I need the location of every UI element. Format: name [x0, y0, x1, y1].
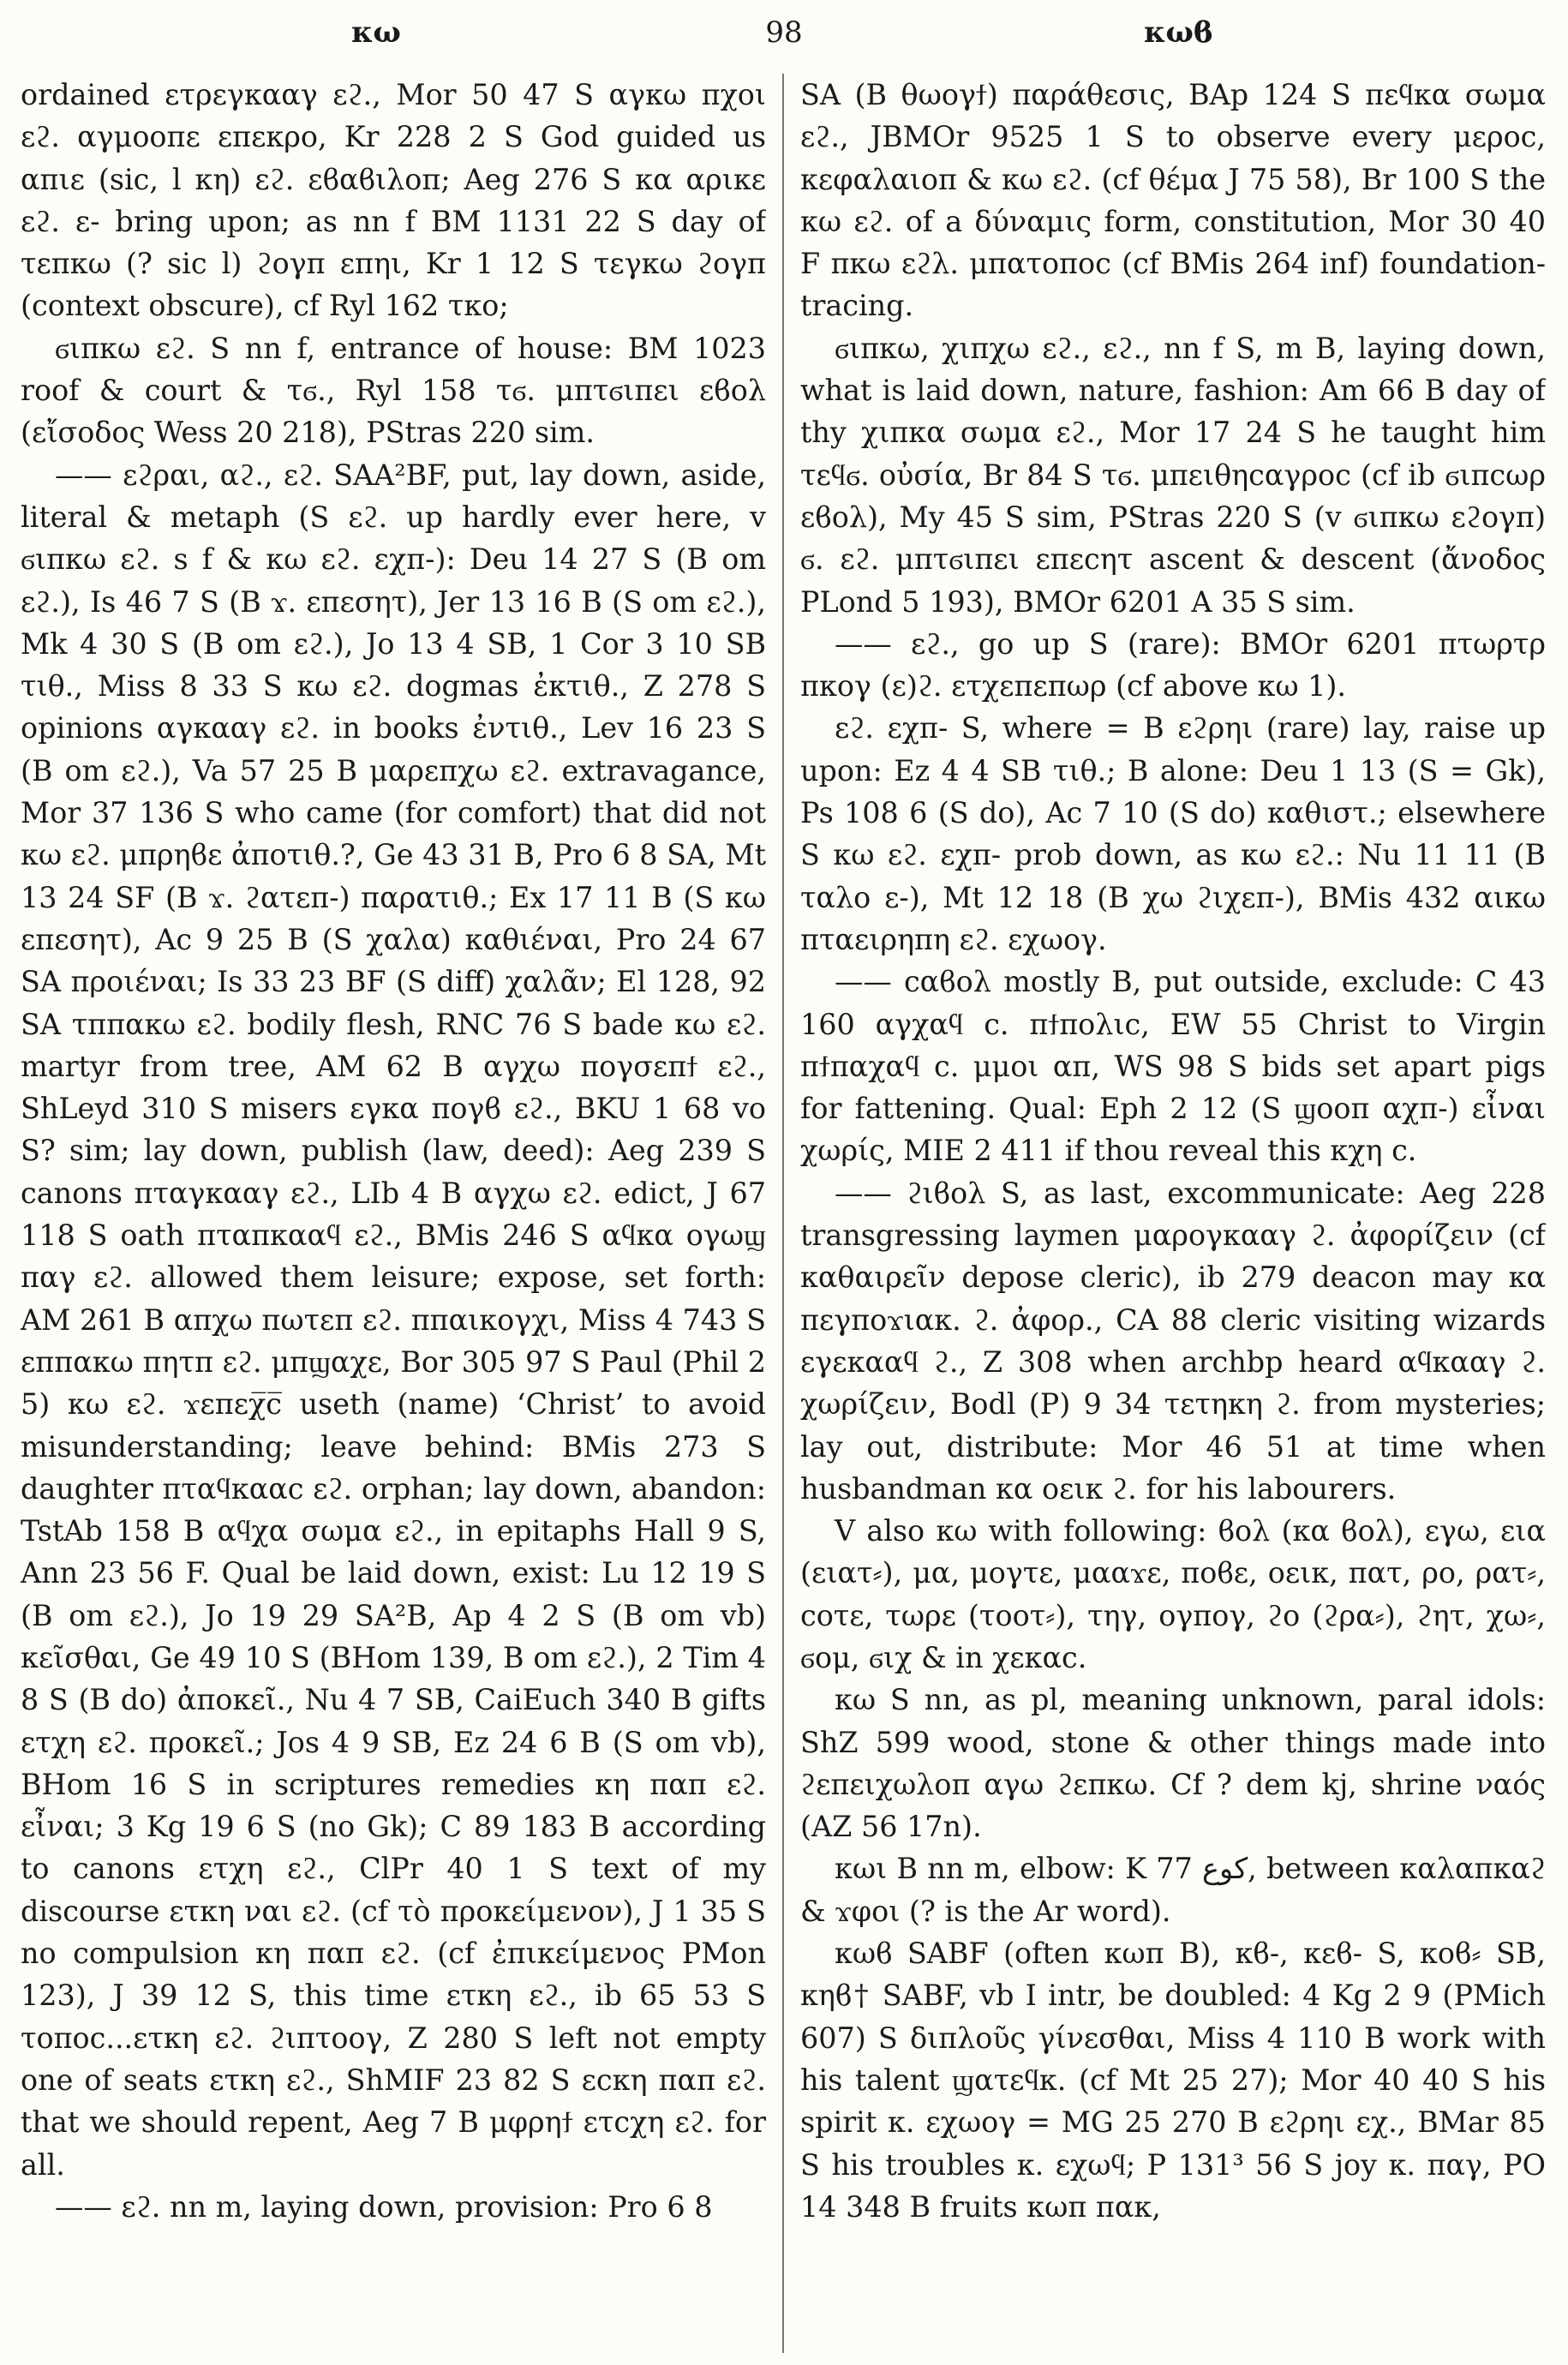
entry-paragraph: —— ϩιϐολ S, as last, excommunicate: Aeg 228 transgressing laymen μαρογκααγ ϩ. ἀφορίζειν (cf καθαιρεῖν depose cleric), ib 279 deacon may κα πεγποϫιακ. ϩ. ἀφορ., CA 88 cleric visiting wizards εγεκααϥ ϩ., Z 308 when archbp heard αϥκααγ ϩ. χωρίζειν, Bodl (P) 9 34 τετηκη ϩ. from mysteries; lay out, distribute: Mor 46 51 at time when husbandman κα οεικ ϩ. for his labourers.	[800, 1176, 1546, 1506]
page-header	[17, 12, 1551, 63]
entry-paragraph: κω S nn, as pl, meaning unknown, paral idols: ShZ 599 wood, stone & other things made into ϩεπειχωλοπ αγω ϩεπκω. Cf ? dem kj, shrine ναός (AZ 56 17n).	[800, 1683, 1546, 1844]
entry-paragraph: V also κω with following: ϐολ (κα ϐολ), εγω, εια (ειατ⸗), μα, μογτε, μααϫε, ποϐε, οεικ, πατ, ρο, ρατ⸗, ϲοτε, τωρε (τοοτ⸗), τηγ, ογπογ, ϩο (ϩρα⸗), ϩητ, χω⸗, ϭομ, ϭιχ & in χεκαϲ.	[800, 1514, 1546, 1674]
entry-paragraph: —— εϩραι, αϩ., εϩ. SAA²BF, put, lay down, aside, literal & metaph (S εϩ. up hardly ever here, v ϭιπκω εϩ. s f & κω εϩ. εχπ-): Deu 14 27 S (B om εϩ.), Is 46 7 S (B ϫ. επεσητ), Jer 13 16 B (S om εϩ.), Mk 4 30 S (B om εϩ.), Jo 13 4 SB, 1 Cor 3 10 SB τιθ., Miss 8 33 S κω εϩ. dogmas ἐκτιθ., Z 278 S opinions αγκααγ εϩ. in books ἐντιθ., Lev 16 23 S (B om εϩ.), Va 57 25 B μαρεπχω εϩ. extravagance, Mor 37 136 S who came (for comfort) that did not κω εϩ. μπρηϐε ἀποτιθ.?, Ge 43 31 B, Pro 6 8 SA, Mt 13 24 SF (B ϫ. ϩατεπ-) παρατιθ.; Ex 17 11 B (S κω επεσητ), Ac 9 25 B (S χαλα) καθιέναι, Pro 24 67 SA προιέναι; Is 33 23 BF (S diff) χαλᾶν; El 128, 92 SA τππακω εϩ. bodily flesh, RNC 76 S bade κω εϩ. martyr from tree, AM 62 B αγχω πογσεπϯ εϩ., ShLeyd 310 S misers εγκα πογϐ εϩ., BKU 1 68 vo S? sim; lay down, publish (law, deed): Aeg 239 S canons πταγκααγ εϩ., LIb 4 B αγχω εϩ. edict, J 67 118 S oath πταπκααϥ εϩ., BMis 246 S αϥκα ογωϣ παγ εϩ. allowed them leisure; expose, set forth: AM 261 B απχω πωτεπ εϩ. ππαικογχι, Miss 4 743 S εππακω πητπ εϩ. μπϣαχε, Bor 305 97 S Paul (Phil 2 5) κω εϩ. ϫεπεχ̅ϲ̅ useth (name) ‘Christ’ to avoid misunderstanding; leave behind: BMis 273 S daughter πταϥκααϲ εϩ. orphan; lay down, abandon: TstAb 158 B αϥχα σωμα εϩ., in epitaphs Hall 9 S, Ann 23 56 F. Qual be laid down, exist: Lu 12 19 S (B om εϩ.), Jo 19 29 SA²B, Ap 4 2 S (B om vb) κεῖσθαι, Ge 49 10 S (BHom 139, B om εϩ.), 2 Tim 4 8 S (B do) ἀποκεῖ., Nu 4 7 SB, CaiEuch 340 B gifts ετχη εϩ. προκεῖ.; Jos 4 9 SB, Ez 24 6 B (S om vb), BHom 16 S in scriptures remedies κη παπ εϩ. εἶναι; 3 Kg 19 6 S (no Gk); C 89 183 B according to canons ετχη εϩ., ClPr 40 1 S text of my discourse ετκη ναι εϩ. (cf τὸ προκείμενον), J 1 35 S no compulsion κη παπ εϩ. (cf ἐπικείμενος PMon 123), J 39 12 S, this time ετκη εϩ., ib 65 53 S τοποϲ...ετκη εϩ. ϩιπτοογ, Z 280 S left not empty one of seats ετκη εϩ., ShMIF 23 82 S εϲκη παπ εϩ. that we should repent, Aeg 7 B μφρηϯ ετϲχη εϩ. for all.	[21, 458, 766, 2182]
entry-paragraph: ϭιπκω εϩ. S nn f, entrance of house: BM 1023 roof & court & τϭ., Ryl 158 τϭ. μπτϭιπει εϐολ (εἴσοδος Wess 20 218), PStras 220 sim.	[21, 331, 766, 450]
right-headword: κωϐ	[1144, 15, 1213, 50]
entry-paragraph: κωϐ SABF (often κωπ B), κϐ-, κεϐ- S, κοϐ⸗ SB, κηϐ† SABF, vb I intr, be doubled: 4 Kg 2 9 (PMich 607) S διπλοῦς γίνεσθαι, Miss 4 110 B work with his talent ϣατεϥκ. (cf Mt 25 27); Mor 40 40 S his spirit κ. εχωογ = MG 25 270 B εϩρηι εχ., BMar 85 S his troubles κ. εχωϥ; P 131³ 56 S joy κ. παγ, PO 14 348 B fruits κωπ πακ,	[800, 1937, 1546, 2224]
right-column	[800, 74, 1546, 2353]
entry-paragraph: εϩ. εχπ- S, where = B εϩρηι (rare) lay, raise up upon: Ez 4 4 SB τιθ.; B alone: Deu 1 13 (S = Gk), Ps 108 6 (S do), Ac 7 10 (S do) καθιστ.; elsewhere S κω εϩ. εχπ- prob down, as κω εϩ.: Nu 11 11 (B ταλο ε-), Mt 12 18 (B χω ϩιχεπ-), BMis 432 αικω πταειρηπη εϩ. εχωογ.	[800, 711, 1546, 956]
entry-paragraph: —— εϩ. nn m, laying down, provision: Pro 6 8	[55, 2189, 713, 2224]
left-headword: κω	[351, 15, 401, 50]
left-column	[21, 74, 766, 2353]
column-divider	[782, 74, 784, 2353]
entry-paragraph: —— εϩ., go up S (rare): BMOr 6201 πτωρτρ πκογ (ε)ϩ. ετχεπεπωρ (cf above κω 1).	[800, 626, 1546, 704]
entry-paragraph: —— ϲαϐολ mostly B, put outside, exclude: C 43 160 αγχαϥ ϲ. πϯπολιϲ, EW 55 Christ to Virgin πϯπαχαϥ ϲ. μμοι απ, WS 98 S bids set apart pigs for fattening. Qual: Eph 2 12 (S ϣοοπ αχπ-) εἶναι χωρίς, MIE 2 411 if thou reveal this κχη ϲ.	[800, 965, 1546, 1168]
entry-paragraph: κωι B nn m, elbow: K 77 كوع, between καλαπκαϩ & ϫφοι (? is the Ar word).	[800, 1852, 1546, 1928]
entry-paragraph: ordained ετρεγκααγ εϩ., Mor 50 47 S αγκω πχοι εϩ. αγμοοπε επεκρο, Kr 228 2 S God guided us απιε (sic, l κη) εϩ. εϐαϐιλοπ; Aeg 276 S κα αρικε εϩ. ε- bring upon; as nn f BM 1131 22 S day of τεπκω (? sic l) ϩογπ επηι, Kr 1 12 S τεγκω ϩογπ (context obscure), cf Ryl 162 τκο;	[21, 78, 766, 323]
page-number: 98	[765, 15, 803, 50]
entry-paragraph: SA (B θωογϯ) παράθεσις, BAp 124 S πεϥκα σωμα εϩ., JBMOr 9525 1 S to observe every μεροϲ, κεφαλαιοπ & κω εϩ. (cf θέμα J 75 58), Br 100 S the κω εϩ. of a δύναμις form, constitution, Mor 30 40 F πκω εϩλ. μπατοποϲ (cf BMis 264 inf) foundation-tracing.	[800, 78, 1546, 323]
entry-paragraph: ϭιπκω, χιπχω εϩ., εϩ., nn f S, m B, laying down, what is laid down, nature, fashion: Am 66 B day of thy χιπκα σωμα εϩ., Mor 17 24 S he taught him τεϥϭ. οὐσία, Br 84 S τϭ. μπειθηϲαγροϲ (cf ib ϭιπϲωρ εϐολ), My 45 S sim, PStras 220 S (v ϭιπκω εϩογπ) ϭ. εϩ. μπτϭιπει επεϲητ ascent & descent (ἄνοδος PLond 5 193), BMOr 6201 A 35 S sim.	[800, 331, 1546, 619]
